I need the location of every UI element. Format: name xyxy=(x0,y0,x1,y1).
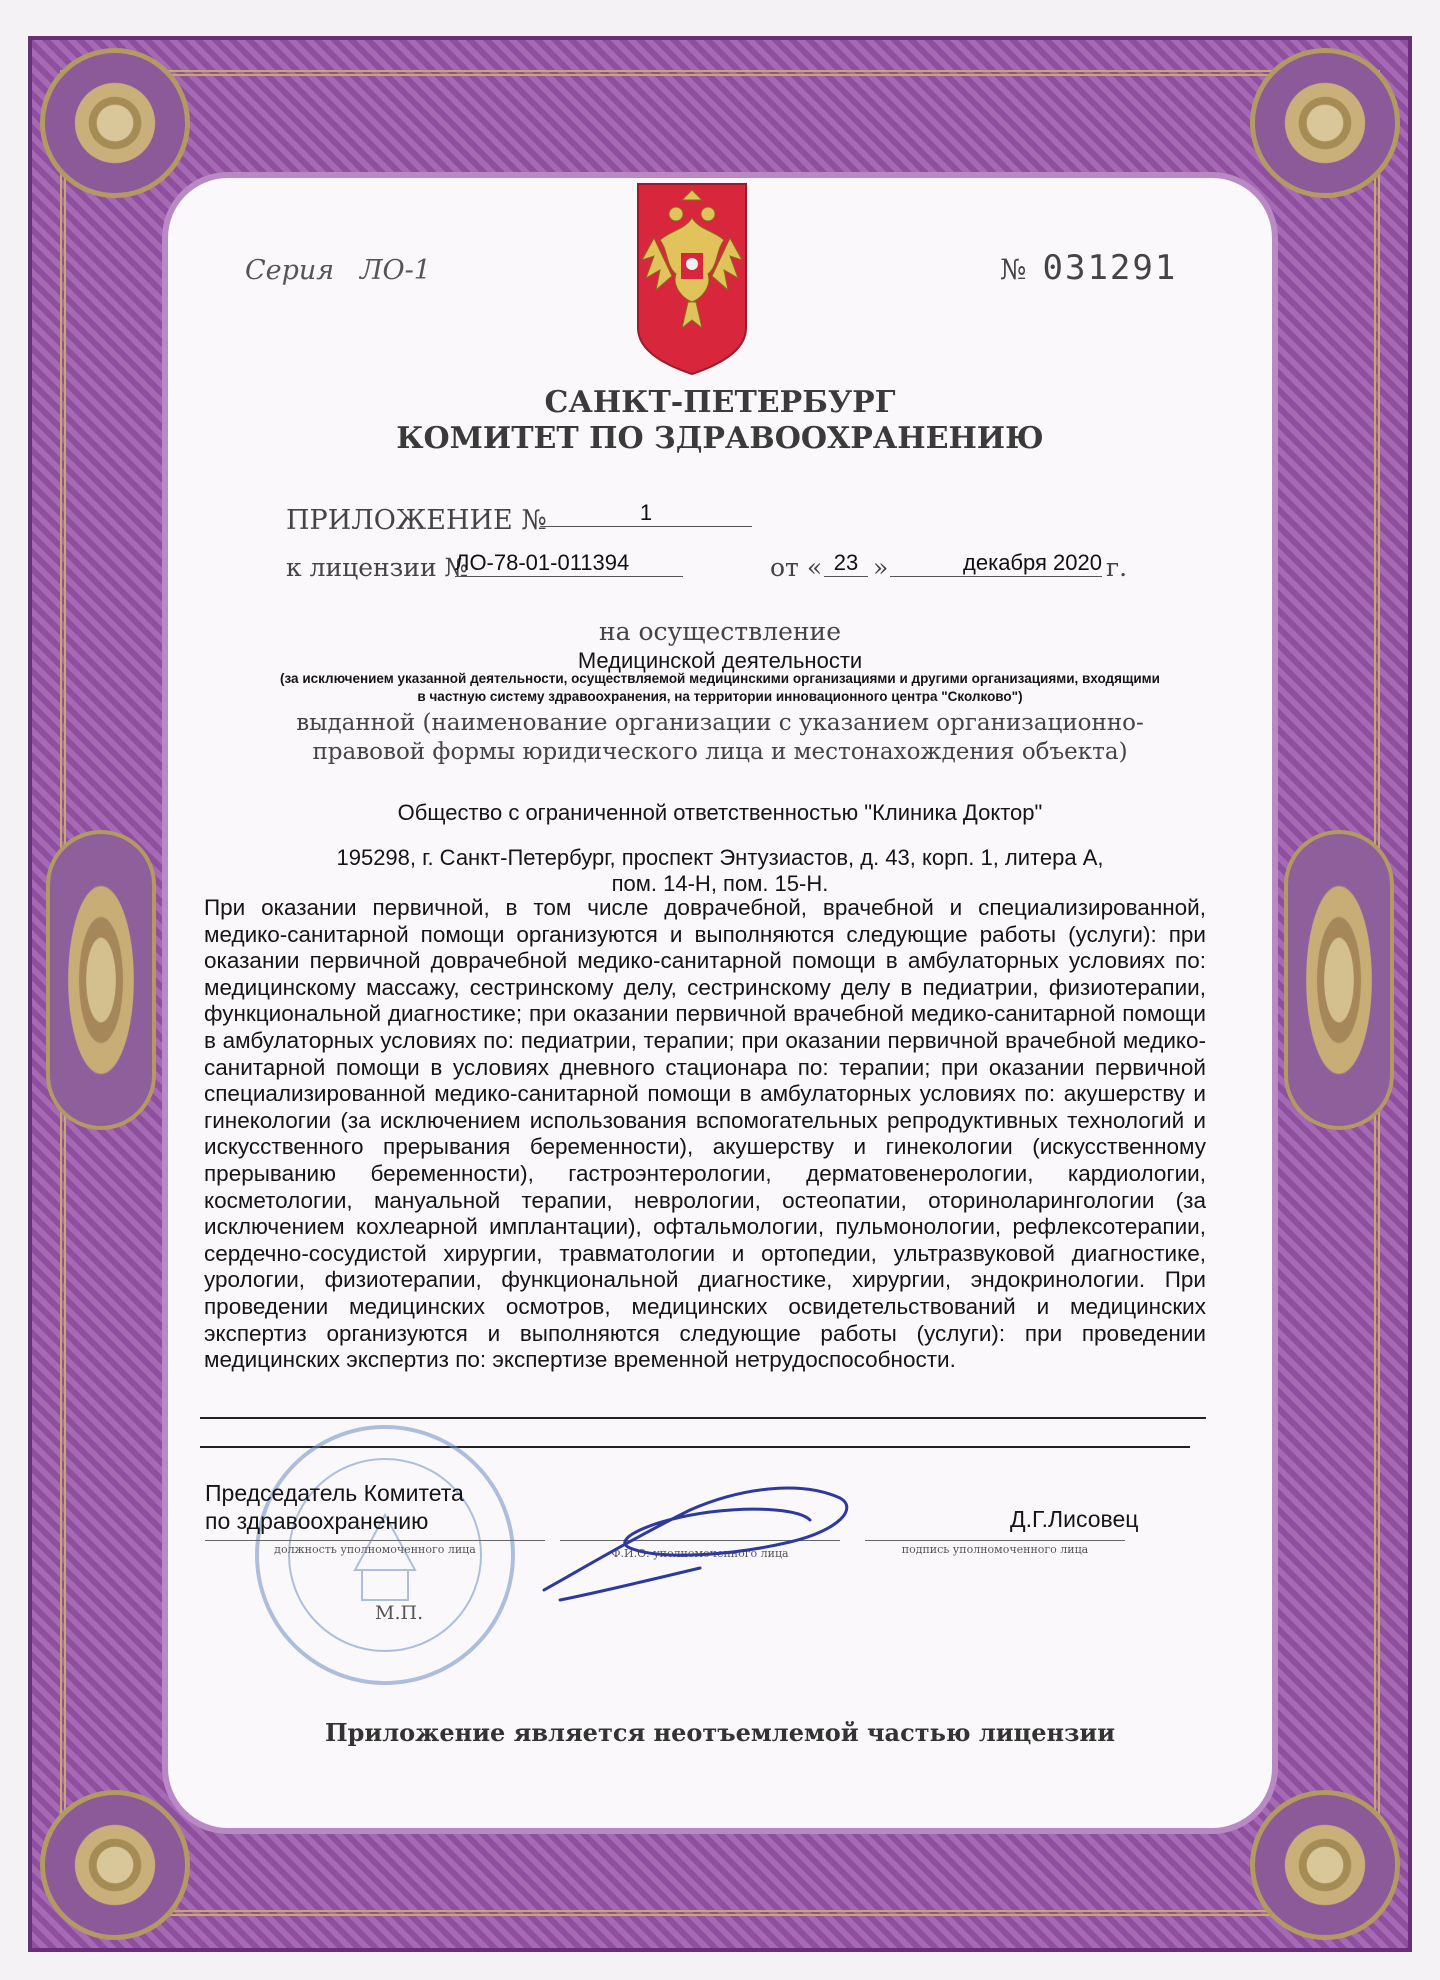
signer-position-line1: Председатель Комитета xyxy=(205,1480,464,1506)
date-day: 23 xyxy=(824,550,868,577)
issued-line2: правовой формы юридического лица и местонахождения объекта) xyxy=(312,739,1128,765)
corner-ornament xyxy=(1250,48,1400,198)
date-month-year: декабря 2020 xyxy=(890,550,1102,577)
appendix-footer-note: Приложение является неотъемлемой частью лицензии xyxy=(324,1718,1116,1747)
services-text: При оказании первичной, в том числе доврачебной, врачебной и специализированной, медико-санитарной помощи организуются и выполняются следующие работы (услуги): при оказании первичной доврачебной медико-санитарной помощи в амбулаторных условиях по: медицинскому массажу, сестринскому делу, сестринскому делу в педиатрии, физиотерапии, функциональной диагностике; при оказании первичной врачебной медико-санитарной помощи в амбулаторных условиях по: педиатрии, терапии; при оказании первичной врачебной медико-санитарной помощи в условиях дневного стационара по: терапии; при оказании первичной специализированной медико-санитарной помощи в амбулаторных условиях по: акушерству и гинекологии (за исключением использования вспомогательных репродуктивных технологий и искусственного прерывания беременности), акушерству и гинекологии (искусственному прерыванию беременности), гастроэнтерологии, дерматовенерологии, кардиологии, косметологии, мануальной терапии, неврологии, остеопатии, оториноларингологии (за исключением кохлеарной имплантации), офтальмологии, пульмонологии, рефлексотерапии, сердечно-сосудистой хирургии, травматологии и ортопедии, ультразвуковой диагностике, урологии, физиотерапии, функциональной диагностике, хирургии, эндокринологии. При проведении медицинских осмотров, медицинских освидетельствований и медицинских экспертиз организуются и выполняются следующие работы (услуги): при проведении медицинских экспертиз по: экспертизе временной нетрудоспособности. xyxy=(204,895,1206,1373)
seal-place-label: М.П. xyxy=(375,1602,424,1624)
date-close-quote: » xyxy=(873,553,889,582)
activity-note-line2: в частную систему здравоохранения, на территории инновационного центра "Сколково") xyxy=(417,689,1023,704)
divider-line xyxy=(200,1417,1206,1419)
signer-name: Д.Г.Лисовец xyxy=(1010,1506,1139,1532)
sign-caption: подпись уполномоченного лица xyxy=(901,1543,1089,1556)
sign-underline xyxy=(865,1540,1125,1541)
side-ornament xyxy=(46,830,156,1130)
corner-ornament xyxy=(40,1790,190,1940)
organization-address-line2: пом. 14-Н, пом. 15-Н. xyxy=(611,871,829,896)
series-label: Серия ЛО-1 xyxy=(245,255,431,286)
series-value: ЛО-1 xyxy=(359,255,431,286)
appendix-number: 1 xyxy=(540,500,752,527)
date-from-label: от « xyxy=(770,553,823,582)
organization-name: Общество с ограниченной ответственностью "Клиника Доктор" xyxy=(397,800,1043,825)
activity-value: Медицинской деятельности xyxy=(577,648,863,673)
issued-line1: выданной (наименование организации с указанием организационно- xyxy=(296,710,1144,736)
corner-ornament xyxy=(1250,1790,1400,1940)
signer-position-line2: по здравоохранению xyxy=(205,1508,429,1534)
title-city: САНКТ-ПЕТЕРБУРГ xyxy=(544,385,896,420)
appendix-label: ПРИЛОЖЕНИЕ № xyxy=(286,505,547,536)
organization-address-line1: 195298, г. Санкт-Петербург, проспект Энтузиастов, д. 43, корп. 1, литера А, xyxy=(336,845,1104,870)
position-underline xyxy=(205,1540,545,1541)
side-ornament xyxy=(1284,830,1394,1130)
activity-note-line1: (за исключением указанной деятельности, осуществляемой медицинскими организациями и другими организациями, входящими xyxy=(280,671,1160,686)
date-suffix: г. xyxy=(1106,553,1128,582)
handwritten-signature xyxy=(540,1460,860,1620)
license-form-number: № 031291 xyxy=(1000,248,1178,288)
fio-caption: Ф.И.О. уполномоченного лица xyxy=(611,1547,789,1560)
title-committee: КОМИТЕТ ПО ЗДРАВООХРАНЕНИЮ xyxy=(396,421,1044,456)
activity-label: на осуществление xyxy=(598,617,842,646)
coat-of-arms-icon xyxy=(632,178,752,378)
corner-ornament xyxy=(40,48,190,198)
license-number: ЛО-78-01-011394 xyxy=(455,550,683,577)
position-caption: должность уполномоченного лица xyxy=(274,1543,476,1556)
license-label: к лицензии № xyxy=(286,553,469,582)
